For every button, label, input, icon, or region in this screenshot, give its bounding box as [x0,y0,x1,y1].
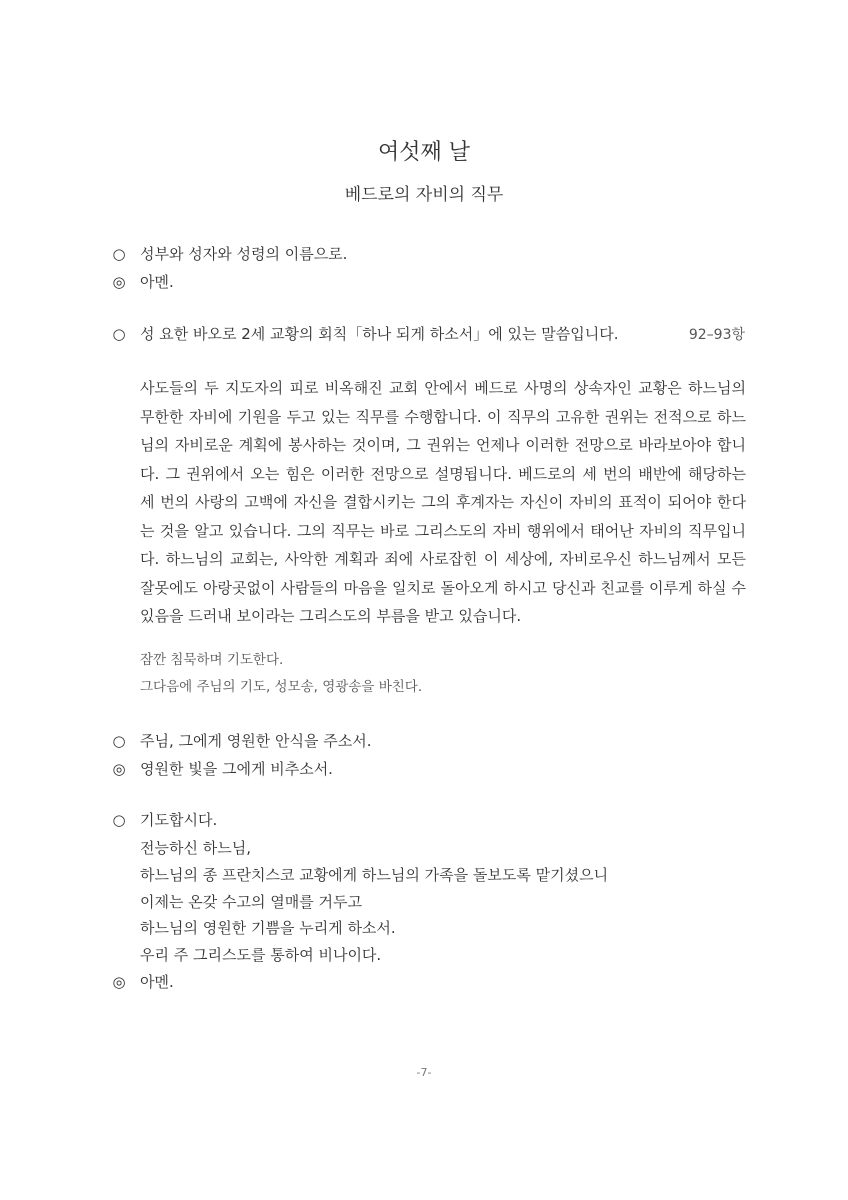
circle-symbol: ○ [112,325,126,343]
rubric-prayers: 그다음에 주님의 기도, 성모송, 영광송을 바친다. [140,679,423,695]
prayer-line: 이제는 온갖 수고의 열매를 거두고 [140,893,362,911]
prayer-line: 하느님의 영원한 기쁨을 누리게 하소서. [140,919,396,937]
page-title: 여섯째 날 [377,140,470,165]
double-circle-symbol: ◎ [112,760,126,778]
circle-symbol: ○ [112,245,126,263]
rubric-silence: 잠깐 침묵하며 기도한다. [140,652,284,668]
double-circle-symbol: ◎ [112,273,126,291]
reading-reference: 92–93항 [688,327,745,343]
prayer-line: 우리 주 그리스도를 통하여 비나이다. [140,946,382,964]
page-subtitle: 베드로의 자비의 직무 [344,185,504,205]
versicle-call: 주님, 그에게 영원한 안식을 주소서. [140,732,372,750]
circle-symbol: ○ [112,732,126,750]
double-circle-symbol: ◎ [112,973,126,991]
prayer-amen: 아멘. [140,973,174,991]
reading-text: 사도들의 두 지도자의 피로 비옥해진 교회 안에서 베드로 사명의 상속자인 교황은 하느님의 무한한 자비에 기원을 두고 있는 직무를 수행합니다. 이 직무의 고유한 권위는 전적으로 하느님의 자비로운 계획에 봉사하는 것이며, 그 권위는 언제나 이러한 전망으로 바라보아야 합니다. 그 권위에서 오는 힘은 이러한 전망으로 설명됩니다. 베드로의 세 번의 배반에 해당하는 세 번의 사랑의 고백에 자신을 결합시키는 그의 후계자는 자신이 자비의 표적이 되어야 한다는 것을 알고 있습니다. 그의 직무는 바로 그리스도의 자비 행위에서 태어난 자비의 직무입니다. 하느님의 교회는, 사악한 계획과 죄에 사로잡힌 이 세상에, 자비로우신 하느님께서 모든 잘못에도 아랑곳없이 사람들의 마음을 일치로 돌아오게 하시고 당신과 친교를 이루게 하실 수 있음을 드러내 보이라는 그리스도의 부름을 받고 있습니다. [140,379,746,625]
prayer-line: 전능하신 하느님, [140,839,251,857]
invocation-text: 성부와 성자와 성령의 이름으로. [140,245,348,263]
page-number: -7- [416,1066,432,1079]
circle-symbol: ○ [112,811,126,829]
prayer-line: 하느님의 종 프란치스코 교황에게 하느님의 가족을 돌보도록 맡기셨으니 [140,866,609,884]
reading-intro: 성 요한 바오로 2세 교황의 회칙「하나 되게 하소서」에 있는 말씀입니다. [140,325,619,343]
versicle-response: 영원한 빛을 그에게 비추소서. [140,760,333,778]
amen-response: 아멘. [140,273,174,291]
prayer-intro: 기도합시다. [140,811,218,829]
